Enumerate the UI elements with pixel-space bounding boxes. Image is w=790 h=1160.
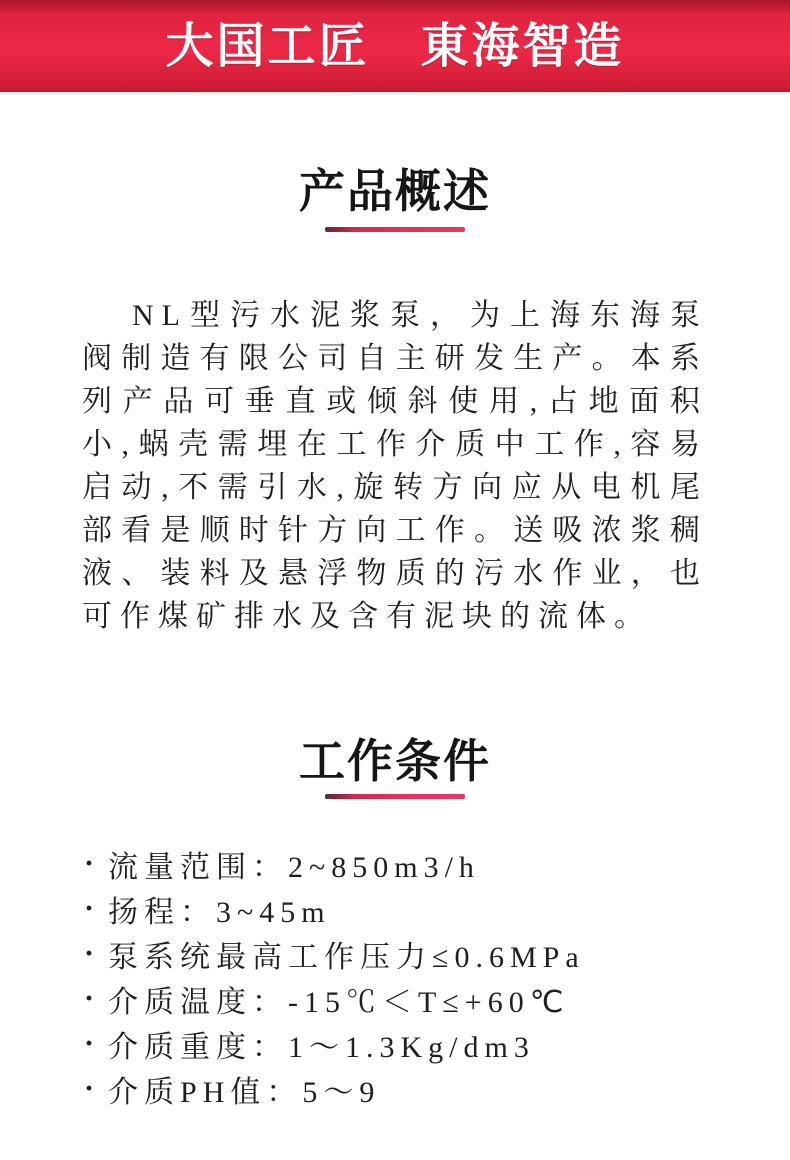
list-item-medium-ph [84, 1066, 790, 1111]
bullet-dot-icon: · [84, 1026, 95, 1060]
list-item-head [84, 886, 790, 931]
section-overview [0, 166, 790, 638]
banner-title: 大国工匠 東海智造 [165, 19, 625, 73]
conditions-title-underline [325, 794, 465, 799]
list-item-medium-density [84, 1021, 790, 1066]
bullet-dot-icon: · [84, 936, 95, 970]
list-item-text: 介质PH值：5～9 [108, 1075, 381, 1109]
bullet-dot-icon: · [84, 846, 95, 880]
conditions-list [84, 841, 790, 1111]
overview-paragraph: NL型污水泥浆泵，为上海东海泵阀制造有限公司自主研发生产。本系列产品可垂直或倾斜使用,占地面积小,蜗壳需埋在工作介质中工作,容易启动,不需引水,旋转方向应从电机尾部看是顺时针方向工作。送吸浓浆稠液、装料及悬浮物质的污水作业，也可作煤矿排水及含有泥块的流体。 [82, 299, 708, 633]
list-item-medium-temperature [84, 976, 790, 1021]
bullet-dot-icon: · [84, 1071, 95, 1105]
overview-title: 产品概述 [299, 165, 491, 217]
list-item-text: 扬程：3~45m [108, 895, 331, 929]
bullet-dot-icon: · [84, 981, 95, 1015]
overview-title-underline [325, 227, 465, 232]
section-working-conditions [0, 736, 790, 1111]
list-item-text: 流量范围：2~850m3/h [108, 850, 480, 884]
list-item-text: 泵系统最高工作压力≤0.6MPa [108, 940, 585, 974]
list-item-text: 介质温度：-15℃＜T≤+60℃ [108, 985, 570, 1019]
header-banner [0, 0, 790, 95]
list-item-max-pressure [84, 931, 790, 976]
bullet-dot-icon: · [84, 891, 95, 925]
list-item-text: 介质重度：1～1.3Kg/dm3 [108, 1030, 535, 1064]
list-item-flow-range [84, 841, 790, 886]
conditions-title: 工作条件 [299, 735, 491, 787]
